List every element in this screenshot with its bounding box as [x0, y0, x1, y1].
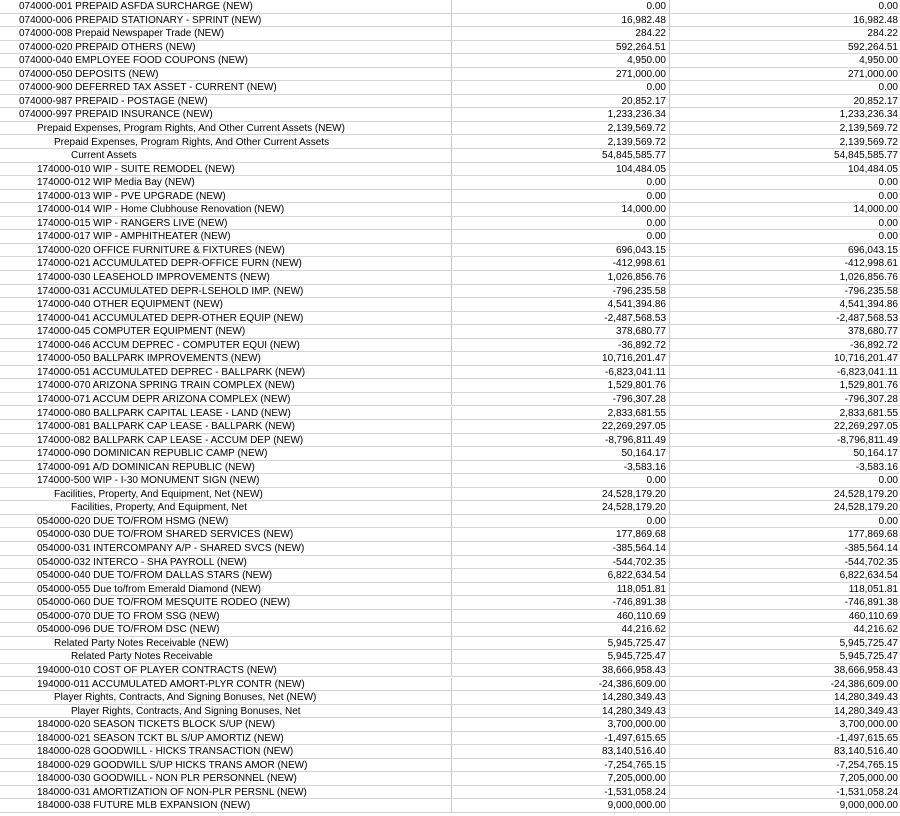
- table-row: [0, 799, 900, 813]
- table-row: [0, 312, 900, 326]
- value-cell-primary[interactable]: 10,716,201.47: [452, 352, 670, 366]
- value-cell-secondary[interactable]: 16,982.48: [670, 14, 900, 28]
- value-cell-secondary[interactable]: 44,216.62: [670, 623, 900, 637]
- value-cell-secondary[interactable]: 4,950.00: [670, 54, 900, 68]
- value-cell-primary[interactable]: 696,043.15: [452, 244, 670, 258]
- table-row: [0, 759, 900, 773]
- value-cell-secondary[interactable]: 10,716,201.47: [670, 352, 900, 366]
- value-cell-primary[interactable]: 83,140,516.40: [452, 745, 670, 759]
- value-cell-primary[interactable]: -6,823,041.11: [452, 366, 670, 380]
- value-cell-secondary[interactable]: 14,280,349.43: [670, 691, 900, 705]
- table-row: [0, 379, 900, 393]
- value-cell-primary[interactable]: 14,280,349.43: [452, 705, 670, 719]
- account-label-cell[interactable]: Prepaid Expenses, Program Rights, And Other Current Assets (NEW): [0, 122, 452, 136]
- table-row: [0, 664, 900, 678]
- value-cell-secondary[interactable]: -7,254,765.15: [670, 759, 900, 773]
- value-cell-secondary[interactable]: -8,796,811.49: [670, 434, 900, 448]
- value-cell-primary[interactable]: 20,852.17: [452, 95, 670, 109]
- value-cell-primary[interactable]: 24,528,179.20: [452, 488, 670, 502]
- value-cell-primary[interactable]: 0.00: [452, 0, 670, 14]
- value-cell-primary[interactable]: 1,026,856.76: [452, 271, 670, 285]
- table-row: [0, 217, 900, 231]
- value-cell-secondary[interactable]: 2,139,569.72: [670, 122, 900, 136]
- value-cell-secondary[interactable]: 271,000.00: [670, 68, 900, 82]
- value-cell-primary[interactable]: 378,680.77: [452, 325, 670, 339]
- value-cell-secondary[interactable]: 24,528,179.20: [670, 501, 900, 515]
- table-row: [0, 68, 900, 82]
- value-cell-primary[interactable]: 16,982.48: [452, 14, 670, 28]
- value-cell-primary[interactable]: 0.00: [452, 474, 670, 488]
- account-label-cell[interactable]: Prepaid Expenses, Program Rights, And Other Current Assets: [0, 136, 452, 150]
- value-cell-primary[interactable]: -2,487,568.53: [452, 312, 670, 326]
- table-row: [0, 637, 900, 651]
- value-cell-secondary[interactable]: 83,140,516.40: [670, 745, 900, 759]
- account-label-cell[interactable]: Facilities, Property, And Equipment, Net (NEW): [0, 488, 452, 502]
- account-label-cell[interactable]: 174000-080 BALLPARK CAPITAL LEASE - LAND (NEW): [0, 407, 452, 421]
- value-cell-primary[interactable]: -412,998.61: [452, 257, 670, 271]
- account-label-cell[interactable]: 174000-046 ACCUM DEPREC - COMPUTER EQUI (NEW): [0, 339, 452, 353]
- table-row: [0, 461, 900, 475]
- account-label-cell[interactable]: Current Assets: [0, 149, 452, 163]
- account-label-cell[interactable]: 074000-050 DEPOSITS (NEW): [0, 68, 452, 82]
- table-row: [0, 488, 900, 502]
- table-row: [0, 393, 900, 407]
- table-row: [0, 298, 900, 312]
- value-cell-primary[interactable]: 14,000.00: [452, 203, 670, 217]
- account-label-cell[interactable]: 174000-082 BALLPARK CAP LEASE - ACCUM DEP (NEW): [0, 434, 452, 448]
- account-label-cell[interactable]: 074000-900 DEFERRED TAX ASSET - CURRENT (NEW): [0, 81, 452, 95]
- account-label-cell[interactable]: Player Rights, Contracts, And Signing Bonuses, Net (NEW): [0, 691, 452, 705]
- account-label-cell[interactable]: 174000-017 WIP - AMPHITHEATER (NEW): [0, 230, 452, 244]
- account-label-cell[interactable]: 074000-040 EMPLOYEE FOOD COUPONS (NEW): [0, 54, 452, 68]
- value-cell-primary[interactable]: 22,269,297.05: [452, 420, 670, 434]
- table-row: [0, 678, 900, 692]
- table-row: [0, 81, 900, 95]
- table-row: [0, 786, 900, 800]
- value-cell-primary[interactable]: 3,700,000.00: [452, 718, 670, 732]
- value-cell-secondary[interactable]: -1,497,615.65: [670, 732, 900, 746]
- table-row: [0, 163, 900, 177]
- table-row: [0, 230, 900, 244]
- table-row: [0, 41, 900, 55]
- account-label-cell[interactable]: 074000-987 PREPAID - POSTAGE (NEW): [0, 95, 452, 109]
- table-row: [0, 190, 900, 204]
- value-cell-secondary[interactable]: -6,823,041.11: [670, 366, 900, 380]
- value-cell-primary[interactable]: 50,164.17: [452, 447, 670, 461]
- value-cell-secondary[interactable]: 0.00: [670, 230, 900, 244]
- table-row: [0, 27, 900, 41]
- value-cell-secondary[interactable]: 4,541,394.86: [670, 298, 900, 312]
- value-cell-primary[interactable]: -385,564.14: [452, 542, 670, 556]
- account-label-cell[interactable]: 054000-055 Due to/from Emerald Diamond (NEW): [0, 583, 452, 597]
- account-label-cell[interactable]: 184000-030 GOODWILL - NON PLR PERSONNEL (NEW): [0, 772, 452, 786]
- table-row: [0, 623, 900, 637]
- value-cell-primary[interactable]: 5,945,725.47: [452, 650, 670, 664]
- table-row: [0, 691, 900, 705]
- value-cell-secondary[interactable]: -412,998.61: [670, 257, 900, 271]
- account-label-cell[interactable]: 074000-020 PREPAID OTHERS (NEW): [0, 41, 452, 55]
- value-cell-secondary[interactable]: 118,051.81: [670, 583, 900, 597]
- value-cell-primary[interactable]: 271,000.00: [452, 68, 670, 82]
- table-row: [0, 474, 900, 488]
- account-label-cell[interactable]: Player Rights, Contracts, And Signing Bonuses, Net: [0, 705, 452, 719]
- value-cell-secondary[interactable]: 14,280,349.43: [670, 705, 900, 719]
- account-label-cell[interactable]: 174000-021 ACCUMULATED DEPR-OFFICE FURN (NEW): [0, 257, 452, 271]
- table-row: [0, 501, 900, 515]
- account-label-cell[interactable]: 174000-045 COMPUTER EQUIPMENT (NEW): [0, 325, 452, 339]
- value-cell-secondary[interactable]: 3,700,000.00: [670, 718, 900, 732]
- account-label-cell[interactable]: 174000-090 DOMINICAN REPUBLIC CAMP (NEW): [0, 447, 452, 461]
- value-cell-primary[interactable]: -24,386,609.00: [452, 678, 670, 692]
- value-cell-primary[interactable]: 6,822,634.54: [452, 569, 670, 583]
- value-cell-primary[interactable]: -1,497,615.65: [452, 732, 670, 746]
- value-cell-secondary[interactable]: 0.00: [670, 474, 900, 488]
- account-label-cell[interactable]: 074000-997 PREPAID INSURANCE (NEW): [0, 108, 452, 122]
- value-cell-secondary[interactable]: -36,892.72: [670, 339, 900, 353]
- table-row: [0, 528, 900, 542]
- table-row: [0, 352, 900, 366]
- value-cell-secondary[interactable]: 50,164.17: [670, 447, 900, 461]
- value-cell-secondary[interactable]: 1,233,236.34: [670, 108, 900, 122]
- value-cell-secondary[interactable]: 1,026,856.76: [670, 271, 900, 285]
- value-cell-primary[interactable]: -3,583.16: [452, 461, 670, 475]
- table-row: [0, 285, 900, 299]
- account-label-cell[interactable]: 054000-060 DUE TO/FROM MESQUITE RODEO (NEW): [0, 596, 452, 610]
- value-cell-primary[interactable]: 460,110.69: [452, 610, 670, 624]
- value-cell-secondary[interactable]: 5,945,725.47: [670, 637, 900, 651]
- account-label-cell[interactable]: 174000-091 A/D DOMINICAN REPUBLIC (NEW): [0, 461, 452, 475]
- value-cell-secondary[interactable]: 2,139,569.72: [670, 136, 900, 150]
- account-label-cell[interactable]: 174000-013 WIP - PVE UPGRADE (NEW): [0, 190, 452, 204]
- account-label-cell[interactable]: 174000-050 BALLPARK IMPROVEMENTS (NEW): [0, 352, 452, 366]
- value-cell-primary[interactable]: -1,531,058.24: [452, 786, 670, 800]
- account-label-cell[interactable]: 184000-031 AMORTIZATION OF NON-PLR PERSNL (NEW): [0, 786, 452, 800]
- value-cell-secondary[interactable]: 284.22: [670, 27, 900, 41]
- table-row: [0, 95, 900, 109]
- value-cell-primary[interactable]: -796,235.58: [452, 285, 670, 299]
- value-cell-primary[interactable]: 0.00: [452, 217, 670, 231]
- account-label-cell[interactable]: 194000-010 COST OF PLAYER CONTRACTS (NEW): [0, 664, 452, 678]
- table-row: [0, 0, 900, 14]
- account-label-cell[interactable]: 054000-031 INTERCOMPANY A/P - SHARED SVCS (NEW): [0, 542, 452, 556]
- account-label-cell[interactable]: 054000-030 DUE TO/FROM SHARED SERVICES (NEW): [0, 528, 452, 542]
- value-cell-secondary[interactable]: 6,822,634.54: [670, 569, 900, 583]
- account-label-cell[interactable]: 174000-041 ACCUMULATED DEPR-OTHER EQUIP (NEW): [0, 312, 452, 326]
- account-label-cell[interactable]: 074000-006 PREPAID STATIONARY - SPRINT (NEW): [0, 14, 452, 28]
- account-label-cell[interactable]: 174000-070 ARIZONA SPRING TRAIN COMPLEX (NEW): [0, 379, 452, 393]
- value-cell-primary[interactable]: 2,139,569.72: [452, 136, 670, 150]
- value-cell-secondary[interactable]: 24,528,179.20: [670, 488, 900, 502]
- table-row: [0, 596, 900, 610]
- value-cell-primary[interactable]: 7,205,000.00: [452, 772, 670, 786]
- value-cell-secondary[interactable]: 38,666,958.43: [670, 664, 900, 678]
- value-cell-secondary[interactable]: 22,269,297.05: [670, 420, 900, 434]
- value-cell-secondary[interactable]: 54,845,585.77: [670, 149, 900, 163]
- account-label-cell[interactable]: 054000-032 INTERCO - SHA PAYROLL (NEW): [0, 556, 452, 570]
- table-row: [0, 434, 900, 448]
- value-cell-secondary[interactable]: 20,852.17: [670, 95, 900, 109]
- account-label-cell[interactable]: 054000-070 DUE TO FROM SSG (NEW): [0, 610, 452, 624]
- value-cell-primary[interactable]: 5,945,725.47: [452, 637, 670, 651]
- account-label-cell[interactable]: 184000-020 SEASON TICKETS BLOCK S/UP (NEW): [0, 718, 452, 732]
- table-row: [0, 556, 900, 570]
- value-cell-primary[interactable]: 118,051.81: [452, 583, 670, 597]
- table-row: [0, 122, 900, 136]
- value-cell-primary[interactable]: 0.00: [452, 190, 670, 204]
- table-row: [0, 149, 900, 163]
- value-cell-primary[interactable]: 44,216.62: [452, 623, 670, 637]
- account-label-cell[interactable]: 174000-081 BALLPARK CAP LEASE - BALLPARK (NEW): [0, 420, 452, 434]
- value-cell-secondary[interactable]: 0.00: [670, 190, 900, 204]
- table-row: [0, 732, 900, 746]
- value-cell-primary[interactable]: -36,892.72: [452, 339, 670, 353]
- account-label-cell[interactable]: 184000-038 FUTURE MLB EXPANSION (NEW): [0, 799, 452, 813]
- value-cell-primary[interactable]: 14,280,349.43: [452, 691, 670, 705]
- table-row: [0, 650, 900, 664]
- table-row: [0, 407, 900, 421]
- value-cell-primary[interactable]: 592,264.51: [452, 41, 670, 55]
- value-cell-secondary[interactable]: -2,487,568.53: [670, 312, 900, 326]
- value-cell-primary[interactable]: 2,139,569.72: [452, 122, 670, 136]
- table-row: [0, 14, 900, 28]
- value-cell-primary[interactable]: 0.00: [452, 230, 670, 244]
- table-row: [0, 339, 900, 353]
- table-row: [0, 542, 900, 556]
- table-row: [0, 271, 900, 285]
- account-label-cell[interactable]: 174000-010 WIP - SUITE REMODEL (NEW): [0, 163, 452, 177]
- account-label-cell[interactable]: Related Party Notes Receivable (NEW): [0, 637, 452, 651]
- table-row: [0, 108, 900, 122]
- value-cell-secondary[interactable]: 177,869.68: [670, 528, 900, 542]
- value-cell-secondary[interactable]: 1,529,801.76: [670, 379, 900, 393]
- table-row: [0, 705, 900, 719]
- value-cell-primary[interactable]: -746,891.38: [452, 596, 670, 610]
- table-row: [0, 325, 900, 339]
- value-cell-secondary[interactable]: 14,000.00: [670, 203, 900, 217]
- value-cell-primary[interactable]: 24,528,179.20: [452, 501, 670, 515]
- value-cell-secondary[interactable]: 0.00: [670, 176, 900, 190]
- value-cell-primary[interactable]: 0.00: [452, 81, 670, 95]
- account-label-cell[interactable]: 174000-031 ACCUMULATED DEPR-LSEHOLD IMP. (NEW): [0, 285, 452, 299]
- value-cell-primary[interactable]: -7,254,765.15: [452, 759, 670, 773]
- table-row: [0, 569, 900, 583]
- value-cell-secondary[interactable]: 378,680.77: [670, 325, 900, 339]
- value-cell-primary[interactable]: 1,233,236.34: [452, 108, 670, 122]
- value-cell-secondary[interactable]: -746,891.38: [670, 596, 900, 610]
- table-row: [0, 515, 900, 529]
- account-label-cell[interactable]: 174000-012 WIP Media Bay (NEW): [0, 176, 452, 190]
- value-cell-secondary[interactable]: 9,000,000.00: [670, 799, 900, 813]
- value-cell-secondary[interactable]: -385,564.14: [670, 542, 900, 556]
- value-cell-primary[interactable]: 104,484.05: [452, 163, 670, 177]
- account-label-cell[interactable]: 074000-008 Prepaid Newspaper Trade (NEW): [0, 27, 452, 41]
- table-row: [0, 583, 900, 597]
- account-label-cell[interactable]: 174000-014 WIP - Home Clubhouse Renovation (NEW): [0, 203, 452, 217]
- account-label-cell[interactable]: 054000-096 DUE TO/FROM DSC (NEW): [0, 623, 452, 637]
- value-cell-primary[interactable]: 1,529,801.76: [452, 379, 670, 393]
- value-cell-secondary[interactable]: 7,205,000.00: [670, 772, 900, 786]
- value-cell-secondary[interactable]: -796,307.28: [670, 393, 900, 407]
- value-cell-secondary[interactable]: 104,484.05: [670, 163, 900, 177]
- value-cell-primary[interactable]: -796,307.28: [452, 393, 670, 407]
- value-cell-primary[interactable]: 2,833,681.55: [452, 407, 670, 421]
- value-cell-secondary[interactable]: 0.00: [670, 0, 900, 14]
- value-cell-primary[interactable]: 0.00: [452, 515, 670, 529]
- value-cell-primary[interactable]: 177,869.68: [452, 528, 670, 542]
- value-cell-secondary[interactable]: 5,945,725.47: [670, 650, 900, 664]
- table-row: [0, 772, 900, 786]
- table-row: [0, 610, 900, 624]
- account-label-cell[interactable]: 174000-020 OFFICE FURNITURE & FIXTURES (NEW): [0, 244, 452, 258]
- account-label-cell[interactable]: 174000-051 ACCUMULATED DEPREC - BALLPARK (NEW): [0, 366, 452, 380]
- table-row: [0, 447, 900, 461]
- value-cell-primary[interactable]: 4,950.00: [452, 54, 670, 68]
- table-row: [0, 54, 900, 68]
- value-cell-secondary[interactable]: 0.00: [670, 217, 900, 231]
- value-cell-secondary[interactable]: 0.00: [670, 81, 900, 95]
- value-cell-secondary[interactable]: 2,833,681.55: [670, 407, 900, 421]
- value-cell-secondary[interactable]: -796,235.58: [670, 285, 900, 299]
- table-row: [0, 136, 900, 150]
- account-label-cell[interactable]: 174000-071 ACCUM DEPR ARIZONA COMPLEX (NEW): [0, 393, 452, 407]
- value-cell-primary[interactable]: 38,666,958.43: [452, 664, 670, 678]
- table-row: [0, 257, 900, 271]
- table-row: [0, 745, 900, 759]
- value-cell-secondary[interactable]: 592,264.51: [670, 41, 900, 55]
- account-label-cell[interactable]: 174000-500 WIP - I-30 MONUMENT SIGN (NEW): [0, 474, 452, 488]
- table-row: [0, 420, 900, 434]
- value-cell-secondary[interactable]: -3,583.16: [670, 461, 900, 475]
- value-cell-secondary[interactable]: 696,043.15: [670, 244, 900, 258]
- value-cell-secondary[interactable]: -544,702.35: [670, 556, 900, 570]
- value-cell-secondary[interactable]: -1,531,058.24: [670, 786, 900, 800]
- table-row: [0, 176, 900, 190]
- value-cell-primary[interactable]: 284.22: [452, 27, 670, 41]
- value-cell-primary[interactable]: 4,541,394.86: [452, 298, 670, 312]
- account-label-cell[interactable]: Facilities, Property, And Equipment, Net: [0, 501, 452, 515]
- account-label-cell[interactable]: 184000-029 GOODWILL S/UP HICKS TRANS AMOR (NEW): [0, 759, 452, 773]
- account-label-cell[interactable]: 054000-020 DUE TO/FROM HSMG (NEW): [0, 515, 452, 529]
- value-cell-primary[interactable]: -544,702.35: [452, 556, 670, 570]
- value-cell-primary[interactable]: 0.00: [452, 176, 670, 190]
- account-label-cell[interactable]: 194000-011 ACCUMULATED AMORT-PLYR CONTR (NEW): [0, 678, 452, 692]
- value-cell-primary[interactable]: 54,845,585.77: [452, 149, 670, 163]
- value-cell-secondary[interactable]: 460,110.69: [670, 610, 900, 624]
- value-cell-primary[interactable]: 9,000,000.00: [452, 799, 670, 813]
- value-cell-secondary[interactable]: 0.00: [670, 515, 900, 529]
- account-label-cell[interactable]: 174000-015 WIP - RANGERS LIVE (NEW): [0, 217, 452, 231]
- value-cell-secondary[interactable]: -24,386,609.00: [670, 678, 900, 692]
- account-label-cell[interactable]: 174000-030 LEASEHOLD IMPROVEMENTS (NEW): [0, 271, 452, 285]
- account-label-cell[interactable]: 054000-040 DUE TO/FROM DALLAS STARS (NEW): [0, 569, 452, 583]
- account-label-cell[interactable]: 184000-021 SEASON TCKT BL S/UP AMORTIZ (NEW): [0, 732, 452, 746]
- account-label-cell[interactable]: 074000-001 PREPAID ASFDA SURCHARGE (NEW): [0, 0, 452, 14]
- value-cell-primary[interactable]: -8,796,811.49: [452, 434, 670, 448]
- table-row: [0, 203, 900, 217]
- account-label-cell[interactable]: Related Party Notes Receivable: [0, 650, 452, 664]
- account-label-cell[interactable]: 184000-028 GOODWILL - HICKS TRANSACTION (NEW): [0, 745, 452, 759]
- account-label-cell[interactable]: 174000-040 OTHER EQUIPMENT (NEW): [0, 298, 452, 312]
- table-row: [0, 718, 900, 732]
- table-row: [0, 244, 900, 258]
- table-row: [0, 366, 900, 380]
